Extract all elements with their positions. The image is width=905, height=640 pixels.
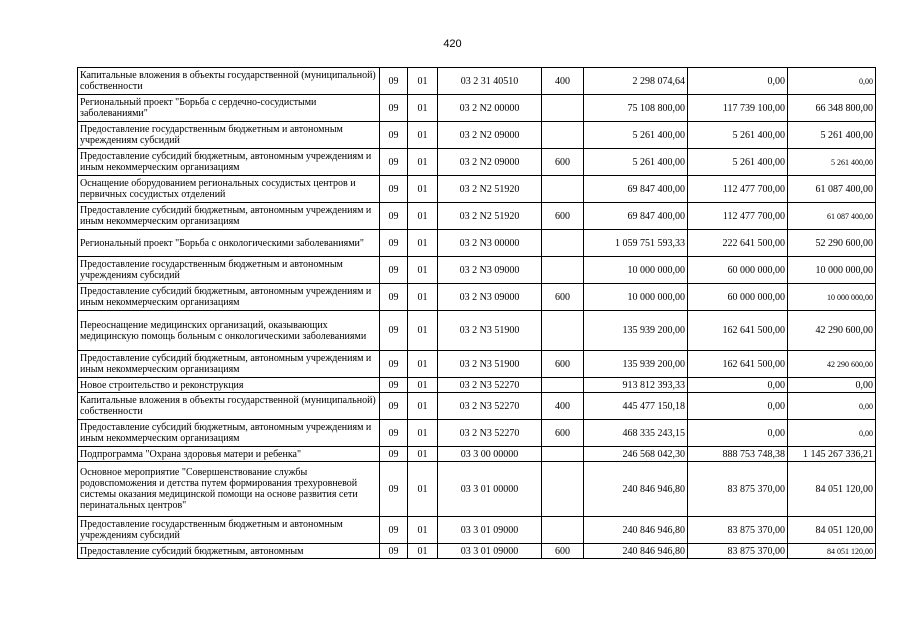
row-amount-year2: 83 875 370,00 xyxy=(688,544,788,559)
row-subsection: 01 xyxy=(408,517,438,544)
row-amount-year1: 135 939 200,00 xyxy=(584,351,688,378)
row-subsection: 01 xyxy=(408,284,438,311)
row-amount-year3: 0,00 xyxy=(788,420,876,447)
row-target-article: 03 2 N3 51900 xyxy=(438,351,542,378)
row-amount-year1: 5 261 400,00 xyxy=(584,122,688,149)
row-amount-year3: 1 145 267 336,21 xyxy=(788,447,876,462)
table-row xyxy=(78,230,876,257)
row-amount-year1: 240 846 946,80 xyxy=(584,544,688,559)
row-name: Предоставление государственным бюджетным и автономным учреждениям субсидий xyxy=(78,122,380,149)
row-section: 09 xyxy=(380,176,408,203)
row-amount-year2: 117 739 100,00 xyxy=(688,95,788,122)
row-target-article: 03 2 N3 52270 xyxy=(438,378,542,393)
row-amount-year2: 0,00 xyxy=(688,420,788,447)
row-subsection: 01 xyxy=(408,203,438,230)
row-name: Капитальные вложения в объекты государственной (муниципальной) собственности xyxy=(78,68,380,95)
row-subsection: 01 xyxy=(408,351,438,378)
row-amount-year3: 84 051 120,00 xyxy=(788,517,876,544)
row-section: 09 xyxy=(380,351,408,378)
row-section: 09 xyxy=(380,284,408,311)
row-target-article: 03 2 N2 00000 xyxy=(438,95,542,122)
row-expense-type: 600 xyxy=(542,203,584,230)
row-section: 09 xyxy=(380,311,408,351)
row-name: Предоставление субсидий бюджетным, автономным учреждениям и иным некоммерческим организациям xyxy=(78,284,380,311)
row-amount-year1: 10 000 000,00 xyxy=(584,284,688,311)
row-subsection: 01 xyxy=(408,393,438,420)
row-section: 09 xyxy=(380,68,408,95)
row-section: 09 xyxy=(380,122,408,149)
row-subsection: 01 xyxy=(408,420,438,447)
row-target-article: 03 2 31 40510 xyxy=(438,68,542,95)
row-amount-year1: 913 812 393,33 xyxy=(584,378,688,393)
row-amount-year3: 84 051 120,00 xyxy=(788,462,876,517)
row-name: Переоснащение медицинских организаций, оказывающих медицинскую помощь больным с онкологическими заболеваниями xyxy=(78,311,380,351)
row-subsection: 01 xyxy=(408,149,438,176)
row-section: 09 xyxy=(380,257,408,284)
row-section: 09 xyxy=(380,544,408,559)
row-expense-type: 600 xyxy=(542,420,584,447)
row-amount-year1: 135 939 200,00 xyxy=(584,311,688,351)
row-expense-type xyxy=(542,447,584,462)
row-target-article: 03 3 00 00000 xyxy=(438,447,542,462)
table-body xyxy=(78,68,876,559)
row-amount-year1: 5 261 400,00 xyxy=(584,149,688,176)
row-name: Предоставление субсидий бюджетным, автономным учреждениям и иным некоммерческим организациям xyxy=(78,149,380,176)
row-amount-year3: 61 087 400,00 xyxy=(788,203,876,230)
row-amount-year2: 5 261 400,00 xyxy=(688,122,788,149)
table-row xyxy=(78,68,876,95)
row-section: 09 xyxy=(380,95,408,122)
row-amount-year3: 66 348 800,00 xyxy=(788,95,876,122)
table-row xyxy=(78,122,876,149)
row-amount-year2: 112 477 700,00 xyxy=(688,203,788,230)
row-name: Основное мероприятие "Совершенствование службы родовспоможения и детства путем формирования трехуровневой системы оказания медицинской помощи на основе развития сети перинатальных центров" xyxy=(78,462,380,517)
row-target-article: 03 2 N3 09000 xyxy=(438,284,542,311)
row-target-article: 03 2 N2 09000 xyxy=(438,149,542,176)
row-expense-type: 600 xyxy=(542,284,584,311)
row-amount-year2: 60 000 000,00 xyxy=(688,284,788,311)
row-target-article: 03 3 01 00000 xyxy=(438,462,542,517)
row-amount-year2: 888 753 748,38 xyxy=(688,447,788,462)
row-subsection: 01 xyxy=(408,95,438,122)
row-name: Подпрограмма "Охрана здоровья матери и ребенка" xyxy=(78,447,380,462)
row-amount-year3: 42 290 600,00 xyxy=(788,351,876,378)
row-target-article: 03 2 N3 52270 xyxy=(438,393,542,420)
row-section: 09 xyxy=(380,149,408,176)
row-target-article: 03 2 N3 00000 xyxy=(438,230,542,257)
row-target-article: 03 2 N2 51920 xyxy=(438,203,542,230)
row-amount-year1: 240 846 946,80 xyxy=(584,517,688,544)
row-target-article: 03 2 N2 09000 xyxy=(438,122,542,149)
budget-table xyxy=(77,67,876,559)
row-section: 09 xyxy=(380,378,408,393)
row-target-article: 03 2 N3 51900 xyxy=(438,311,542,351)
row-amount-year2: 5 261 400,00 xyxy=(688,149,788,176)
table-row xyxy=(78,311,876,351)
row-name: Предоставление субсидий бюджетным, автономным xyxy=(78,544,380,559)
row-subsection: 01 xyxy=(408,122,438,149)
row-amount-year3: 61 087 400,00 xyxy=(788,176,876,203)
row-subsection: 01 xyxy=(408,257,438,284)
row-subsection: 01 xyxy=(408,176,438,203)
row-subsection: 01 xyxy=(408,230,438,257)
row-amount-year1: 69 847 400,00 xyxy=(584,176,688,203)
row-amount-year3: 10 000 000,00 xyxy=(788,284,876,311)
row-subsection: 01 xyxy=(408,311,438,351)
row-amount-year3: 84 051 120,00 xyxy=(788,544,876,559)
table-row xyxy=(78,149,876,176)
row-amount-year1: 240 846 946,80 xyxy=(584,462,688,517)
row-target-article: 03 3 01 09000 xyxy=(438,517,542,544)
row-name: Региональный проект "Борьба с онкологическими заболеваниями" xyxy=(78,230,380,257)
row-amount-year3: 0,00 xyxy=(788,68,876,95)
row-amount-year1: 75 108 800,00 xyxy=(584,95,688,122)
row-name: Предоставление субсидий бюджетным, автономным учреждениям и иным некоммерческим организациям xyxy=(78,351,380,378)
row-name: Предоставление субсидий бюджетным, автономным учреждениям и иным некоммерческим организациям xyxy=(78,420,380,447)
row-amount-year1: 246 568 042,30 xyxy=(584,447,688,462)
table-row xyxy=(78,544,876,559)
row-expense-type: 600 xyxy=(542,149,584,176)
row-amount-year2: 112 477 700,00 xyxy=(688,176,788,203)
row-section: 09 xyxy=(380,447,408,462)
row-expense-type xyxy=(542,95,584,122)
row-target-article: 03 2 N3 09000 xyxy=(438,257,542,284)
row-subsection: 01 xyxy=(408,68,438,95)
row-expense-type xyxy=(542,378,584,393)
table-row xyxy=(78,378,876,393)
row-name: Предоставление государственным бюджетным и автономным учреждениям субсидий xyxy=(78,257,380,284)
row-section: 09 xyxy=(380,203,408,230)
row-target-article: 03 2 N3 52270 xyxy=(438,420,542,447)
row-amount-year3: 52 290 600,00 xyxy=(788,230,876,257)
row-section: 09 xyxy=(380,420,408,447)
row-name: Региональный проект "Борьба с сердечно-сосудистыми заболеваниями" xyxy=(78,95,380,122)
table-row xyxy=(78,462,876,517)
row-expense-type: 600 xyxy=(542,351,584,378)
row-section: 09 xyxy=(380,230,408,257)
row-target-article: 03 2 N2 51920 xyxy=(438,176,542,203)
table-row xyxy=(78,447,876,462)
table-row xyxy=(78,257,876,284)
table-row xyxy=(78,203,876,230)
table-row xyxy=(78,517,876,544)
row-section: 09 xyxy=(380,517,408,544)
row-expense-type xyxy=(542,257,584,284)
row-amount-year3: 5 261 400,00 xyxy=(788,149,876,176)
row-amount-year1: 468 335 243,15 xyxy=(584,420,688,447)
table-row xyxy=(78,284,876,311)
row-amount-year3: 10 000 000,00 xyxy=(788,257,876,284)
row-amount-year1: 445 477 150,18 xyxy=(584,393,688,420)
row-expense-type: 400 xyxy=(542,68,584,95)
table-row xyxy=(78,351,876,378)
page-number: 420 xyxy=(443,38,462,50)
table-row xyxy=(78,176,876,203)
row-expense-type xyxy=(542,230,584,257)
row-section: 09 xyxy=(380,462,408,517)
row-subsection: 01 xyxy=(408,462,438,517)
row-section: 09 xyxy=(380,393,408,420)
row-amount-year1: 10 000 000,00 xyxy=(584,257,688,284)
row-amount-year2: 222 641 500,00 xyxy=(688,230,788,257)
table-row xyxy=(78,393,876,420)
row-name: Оснащение оборудованием региональных сосудистых центров и первичных сосудистых отделений xyxy=(78,176,380,203)
row-name: Предоставление субсидий бюджетным, автономным учреждениям и иным некоммерческим организациям xyxy=(78,203,380,230)
row-name: Капитальные вложения в объекты государственной (муниципальной) собственности xyxy=(78,393,380,420)
row-amount-year2: 60 000 000,00 xyxy=(688,257,788,284)
row-amount-year3: 42 290 600,00 xyxy=(788,311,876,351)
row-amount-year3: 5 261 400,00 xyxy=(788,122,876,149)
row-subsection: 01 xyxy=(408,447,438,462)
row-expense-type xyxy=(542,462,584,517)
row-amount-year3: 0,00 xyxy=(788,393,876,420)
row-amount-year2: 0,00 xyxy=(688,393,788,420)
row-subsection: 01 xyxy=(408,378,438,393)
row-expense-type: 600 xyxy=(542,544,584,559)
row-amount-year1: 1 059 751 593,33 xyxy=(584,230,688,257)
row-amount-year2: 0,00 xyxy=(688,68,788,95)
row-expense-type xyxy=(542,176,584,203)
row-expense-type: 400 xyxy=(542,393,584,420)
row-subsection: 01 xyxy=(408,544,438,559)
row-target-article: 03 3 01 09000 xyxy=(438,544,542,559)
table-row xyxy=(78,95,876,122)
row-amount-year1: 2 298 074,64 xyxy=(584,68,688,95)
row-amount-year3: 0,00 xyxy=(788,378,876,393)
row-amount-year2: 0,00 xyxy=(688,378,788,393)
row-expense-type xyxy=(542,122,584,149)
row-amount-year2: 162 641 500,00 xyxy=(688,311,788,351)
row-amount-year2: 83 875 370,00 xyxy=(688,462,788,517)
row-expense-type xyxy=(542,517,584,544)
row-amount-year2: 83 875 370,00 xyxy=(688,517,788,544)
row-amount-year1: 69 847 400,00 xyxy=(584,203,688,230)
row-expense-type xyxy=(542,311,584,351)
table-row xyxy=(78,420,876,447)
row-name: Предоставление государственным бюджетным и автономным учреждениям субсидий xyxy=(78,517,380,544)
row-name: Новое строительство и реконструкция xyxy=(78,378,380,393)
row-amount-year2: 162 641 500,00 xyxy=(688,351,788,378)
